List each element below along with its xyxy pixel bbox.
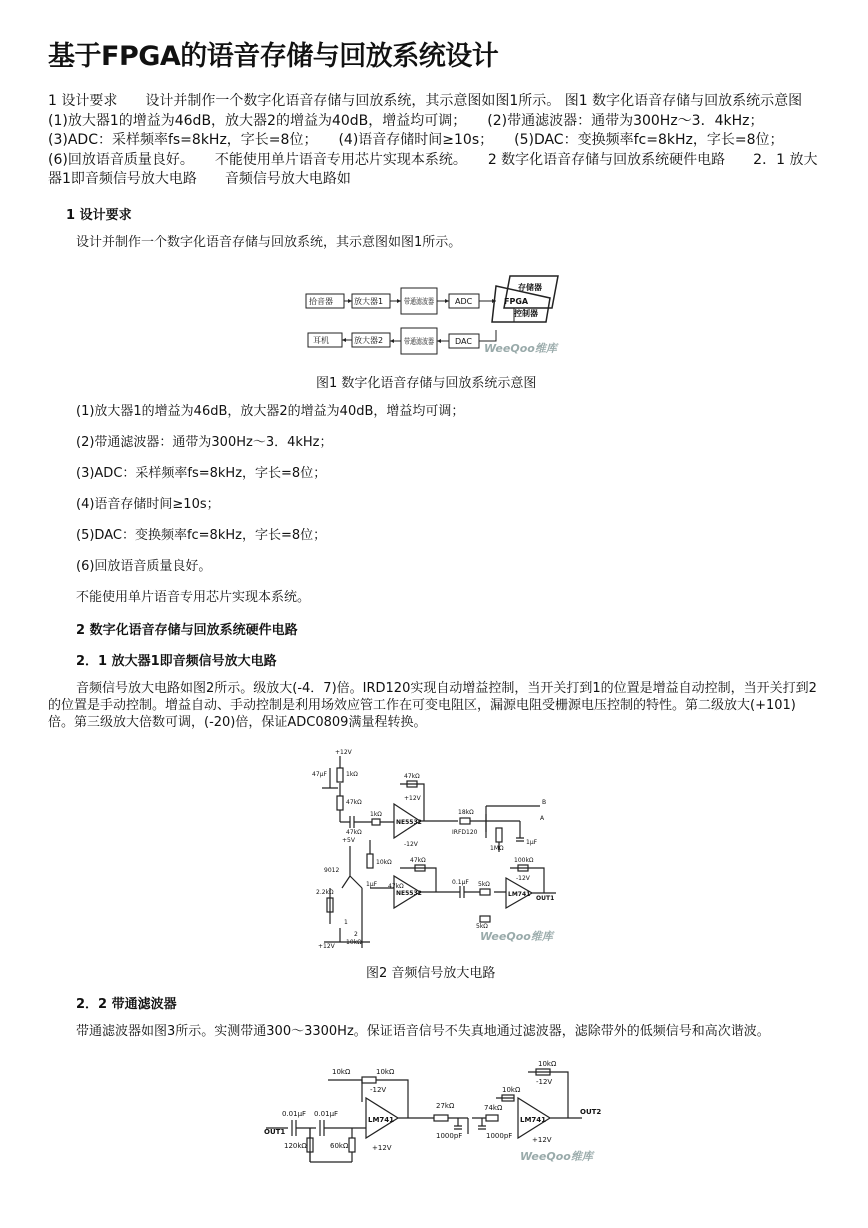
- figure-1-block-diagram: [300, 270, 570, 362]
- label-f-vneg2: -12V: [536, 1078, 553, 1086]
- label-c4: 0.1μF: [452, 879, 469, 886]
- figure-3-bandpass-filter: [262, 1058, 606, 1168]
- label-r3: 47kΩ: [404, 773, 420, 780]
- label-chip2: NE5532: [396, 890, 422, 897]
- requirement-5: (5)DAC：变换频率fc=8kHz，字长=8位；: [76, 528, 327, 543]
- label-sw1: 1: [344, 919, 348, 926]
- label-v12a: +12V: [404, 795, 421, 802]
- label-r7: 1MΩ: [490, 845, 504, 852]
- label-a: A: [540, 815, 545, 822]
- summary-paragraph: 1 设计要求 设计并制作一个数字化语音存储与回放系统，其示意图如图1所示。 图1 数字化语音存储与回放系统示意图 (1)放大器1的增益为46dB，放大器2的增益为40dB，增益均可调； (2)带通滤波器：通带为300Hz～3．4kHz； (3)ADC：采样频率fs=8kHz，字长=8位； (4)语音存储时间≥10s； (5)DAC：变换频率fc=8kHz，字长=8位； (6)回放语音质量良好。 不能使用单片语音专用芯片实现本系统。 2 数字化语音存储与回放系统硬件电路 2．1 放大器1即音频信号放大电路 音频信号放大电路如: [48, 93, 831, 187]
- figure-2-caption: 图2 音频信号放大电路: [366, 966, 496, 981]
- label-f-vneg: -12V: [370, 1086, 387, 1094]
- label-v12: +12V: [335, 749, 352, 756]
- label-r4: 1kΩ: [370, 811, 382, 818]
- label-f-r6: 74kΩ: [484, 1104, 503, 1112]
- label-f-c3: 1000pF: [436, 1132, 463, 1140]
- label-r8: 10kΩ: [376, 859, 392, 866]
- label-r11: 47kΩ: [388, 883, 404, 890]
- block-filter-top: 带通滤波器: [404, 297, 444, 306]
- label-f-c4: 1000pF: [486, 1132, 513, 1140]
- label-r9: 2.2kΩ: [316, 889, 334, 896]
- section2-2-text: 带通滤波器如图3所示。实测带通300～3300Hz。保证语音信号不失真地通过滤波器，滤除带外的低频信号和高次谐波。: [76, 1024, 770, 1039]
- label-v12b: -12V: [404, 841, 418, 848]
- label-chip3: LM741: [508, 891, 531, 898]
- block-amp2: 放大器2: [354, 336, 384, 345]
- block-dac: DAC: [455, 337, 472, 346]
- label-f-out: OUT2: [580, 1108, 602, 1116]
- section2-1-text: 音频信号放大电路如图2所示。级放大(-4．7)倍。IRD120实现自动增益控制，当开关打到1的位置是增益自动控制，当开关打到2的位置是手动控制。增益自动、手动控制是利用场效应管工作在可变电阻区，漏源电阻受栅源电压控制的特性。第二级放大(+101)倍。第三级放大倍数可调，(-20)倍，保证ADC0809满量程转换。: [48, 681, 817, 730]
- label-r5: 47kΩ: [346, 829, 362, 836]
- label-f-vpos: +12V: [372, 1144, 392, 1152]
- requirement-4: (4)语音存储时间≥10s；: [76, 497, 220, 512]
- label-sw2: 2: [354, 931, 358, 938]
- label-r1: 1kΩ: [346, 771, 358, 778]
- label-v12d: -12V: [516, 875, 530, 882]
- section1-intro: 设计并制作一个数字化语音存储与回放系统，其示意图如图1所示。: [76, 235, 462, 250]
- label-f-chip2: LM741: [520, 1116, 547, 1124]
- label-f-chip1: LM741: [368, 1116, 395, 1124]
- label-f-r7: 10kΩ: [502, 1086, 521, 1094]
- requirement-note: 不能使用单片语音专用芯片实现本系统。: [76, 590, 311, 605]
- label-r15: 10kΩ: [346, 939, 362, 946]
- block-adc: ADC: [455, 297, 473, 306]
- label-fet: IRFD120: [452, 829, 478, 836]
- label-r12: 5kΩ: [478, 881, 490, 888]
- label-r14: 5kΩ: [476, 923, 488, 930]
- block-amp1: 放大器1: [354, 297, 384, 306]
- label-f-vpos2: +12V: [532, 1136, 552, 1144]
- block-fpga: FPGA: [504, 297, 529, 306]
- block-filter-bottom: 带通滤波器: [404, 337, 444, 346]
- figure-2-amplifier-circuit: [310, 748, 566, 948]
- label-c2: 1μF: [526, 839, 538, 846]
- label-v12c: +12V: [318, 943, 335, 948]
- label-out1: OUT1: [536, 895, 555, 902]
- block-memory: 存储器: [518, 283, 542, 292]
- label-f-c2: 0.01μF: [314, 1110, 339, 1118]
- label-f-r1: 10kΩ: [332, 1068, 351, 1076]
- watermark: WeeQoo维库: [484, 342, 557, 355]
- watermark: WeeQoo维库: [480, 930, 553, 943]
- block-controller: 控制器: [514, 309, 538, 318]
- figure-1-caption: 图1 数字化语音存储与回放系统示意图: [316, 376, 537, 391]
- section1-heading: 1 设计要求: [66, 208, 132, 223]
- label-t1: 9012: [324, 867, 340, 874]
- label-c1: 47μF: [312, 771, 327, 778]
- requirement-1: (1)放大器1的增益为46dB，放大器2的增益为40dB，增益均可调；: [76, 404, 465, 419]
- label-chip1: NE5532: [396, 819, 422, 826]
- label-b: B: [542, 799, 547, 806]
- label-r10: 47kΩ: [410, 857, 426, 864]
- label-f-in: OUT1: [264, 1128, 286, 1136]
- section2-2-heading: 2．2 带通滤波器: [76, 997, 177, 1012]
- label-f-r3: 120kΩ: [284, 1142, 307, 1150]
- label-r6: 18kΩ: [458, 809, 474, 816]
- watermark: WeeQoo维库: [520, 1150, 593, 1163]
- label-r13: 100kΩ: [514, 857, 534, 864]
- label-f-r4: 60kΩ: [330, 1142, 349, 1150]
- label-f-r8: 10kΩ: [538, 1060, 557, 1068]
- requirement-3: (3)ADC：采样频率fs=8kHz，字长=8位；: [76, 466, 327, 481]
- section2-heading: 2 数字化语音存储与回放系统硬件电路: [76, 623, 298, 638]
- requirement-6: (6)回放语音质量良好。: [76, 559, 212, 574]
- page-title: 基于FPGA的语音存储与回放系统设计: [48, 41, 499, 72]
- label-c3: 1μF: [366, 881, 378, 888]
- label-f-r2: 10kΩ: [376, 1068, 395, 1076]
- requirement-2: (2)带通滤波器：通带为300Hz～3．4kHz；: [76, 435, 333, 450]
- block-mic: 拾音器: [309, 297, 333, 306]
- block-earphone: 耳机: [313, 336, 329, 345]
- label-v5: +5V: [342, 837, 355, 844]
- label-f-r5: 27kΩ: [436, 1102, 455, 1110]
- label-f-c1: 0.01μF: [282, 1110, 307, 1118]
- label-r2: 47kΩ: [346, 799, 362, 806]
- section2-1-heading: 2．1 放大器1即音频信号放大电路: [76, 654, 277, 669]
